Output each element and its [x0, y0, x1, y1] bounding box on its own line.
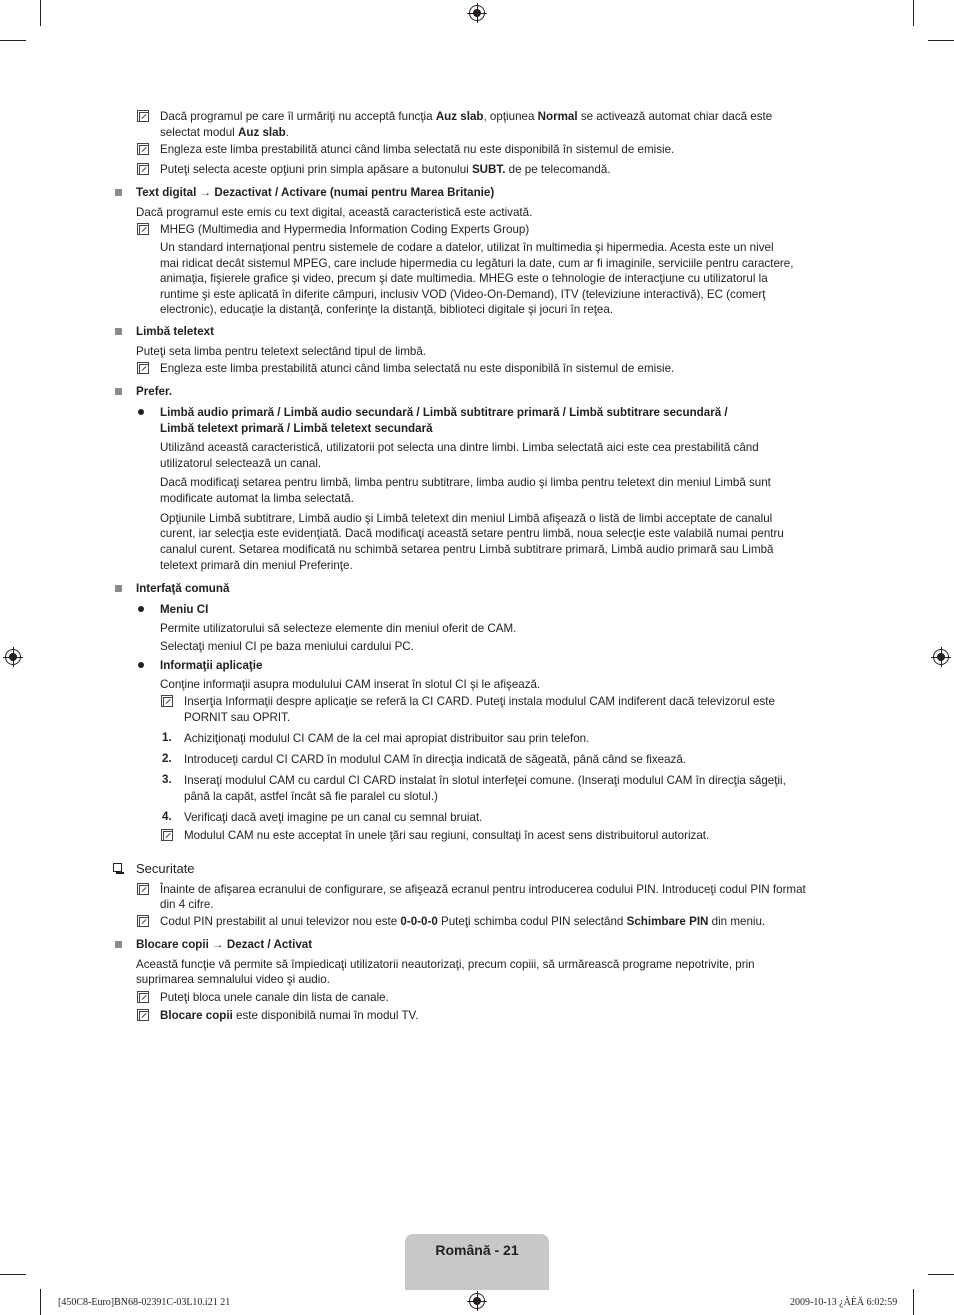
crop-mark — [913, 1289, 914, 1315]
square-bullet-icon — [115, 941, 122, 948]
note-text-line: Dacă programul pe care îl urmăriţi nu acceptă funcţia Auz slab, opţiunea Normal se activează automat chiar dacă este — [160, 110, 773, 123]
body-text: Dacă modificaţi setarea pentru limbă, limba pentru subtitrare, limba audio şi limba pentru teletext din meniul Limbă sunt — [160, 476, 771, 489]
tool-icon — [137, 163, 149, 175]
note-icon — [137, 915, 149, 927]
note-text-line: Inserţia Informaţii despre aplicaţie se referă la CI CARD. Puteţi instala modulul CAM indiferent dacă televizorul este — [184, 695, 775, 708]
note-icon — [137, 223, 149, 235]
body-text: canalul curent. Setarea modificată nu schimbă setarea pentru Limbă subtitrare primară, Limbă audio primară sau Limbă — [160, 543, 774, 556]
step-text: Inseraţi modulul CAM cu cardul CI CARD instalat în slotul interfeţei comune. (Inseraţi modulul CAM în direcţia săgeţii, — [184, 774, 786, 787]
body-text: suprimarea semnalului video şi audio. — [136, 973, 330, 986]
step-number: 3. — [162, 773, 172, 786]
step-number: 2. — [162, 752, 172, 765]
print-info-left: [450C8-Euro]BN68-02391C-03L10.i21 21 — [58, 1297, 231, 1308]
body-text: utilizatorul selectează un canal. — [160, 457, 322, 470]
registration-mark-icon — [933, 649, 949, 665]
note-icon — [137, 991, 149, 1003]
note-icon — [137, 110, 149, 122]
note-text-line: Engleza este limba prestabilită atunci când limba selectată nu este disponibilă în sistemul de emisie. — [160, 143, 675, 156]
body-text: Selectaţi meniul CI pe baza meniului cardului PC. — [160, 640, 414, 653]
note-text-line: Un standard internaţional pentru sistemele de codare a datelor, utilizat în multimedia şi hipermedia. Acesta este un nivel — [160, 241, 774, 254]
step-number: 1. — [162, 731, 172, 744]
crop-mark — [913, 0, 914, 26]
note-text-line: Puteţi selecta aceste opţiuni prin simpla apăsare a butonului SUBT. de pe telecomandă. — [160, 163, 611, 176]
note-icon — [137, 143, 149, 155]
body-text: Permite utilizatorului să selecteze elemente din meniul oferit de CAM. — [160, 622, 517, 635]
note-text-line: MHEG (Multimedia and Hypermedia Information Coding Experts Group) — [160, 223, 530, 236]
square-bullet-icon — [115, 328, 122, 335]
registration-mark-icon — [5, 649, 21, 665]
body-text: Puteţi seta limba pentru teletext selectând tipul de limbă. — [136, 345, 427, 358]
square-bullet-icon — [115, 585, 122, 592]
section-heading: Blocare copii → Dezact / Activat — [136, 938, 313, 951]
step-text: până la capăt, astfel încât să fie paralel cu slotul.) — [184, 790, 438, 803]
note-text-line: runtime şi este aplicată în diferite câmpuri, inclusiv VOD (Video-On-Demand), ITV (televiziune interactivă), EC (comerţ — [160, 288, 766, 301]
note-text-line: electronic), educaţie la distanţă, conferinţe la distanţă, biblioteci digitale şi jocuri în reţea. — [160, 303, 614, 316]
note-text-line: Înainte de afişarea ecranului de configurare, se afişează ecranul pentru introducerea codului PIN. Introduceţi codul PIN format — [160, 883, 806, 896]
step-number: 4. — [162, 810, 172, 823]
step-text: Introduceţi cardul CI CARD în modulul CAM în direcţia indicată de săgeată, până când se fixează. — [184, 753, 687, 766]
note-text-line: Modulul CAM nu este acceptat în unele ţări sau regiuni, consultaţi în acest sens distribuitorul autorizat. — [184, 829, 710, 842]
print-info-right: 2009-10-13 ¿ÀÈÄ 6:02:59 — [790, 1297, 898, 1308]
note-text-line: Codul PIN prestabilit al unui televizor nou este 0-0-0-0 Puteţi schimba codul PIN selectând Schimbare PIN din meniu. — [160, 915, 766, 928]
bullet-title: Informaţii aplicaţie — [160, 659, 263, 672]
crop-mark — [0, 1274, 26, 1275]
round-bullet-icon — [138, 606, 144, 612]
bullet-title: Limbă audio primară / Limbă audio secundară / Limbă subtitrare primară / Limbă subtitrare secundară / — [160, 406, 728, 419]
body-text: Conţine informaţii asupra modulului CAM inserat în slotul CI şi le afişează. — [160, 678, 541, 691]
body-text: teletext primară din meniul Preferinţe. — [160, 559, 353, 572]
section-title: Securitate — [136, 861, 195, 876]
registration-mark-icon — [469, 1293, 485, 1309]
body-text: Utilizând această caracteristică, utilizatorii pot selecta una dintre limbi. Limba selectată aici este cea prestabilită când — [160, 441, 759, 454]
body-text: modificate automat la limba selectată. — [160, 492, 354, 505]
body-text: Această funcţie vă permite să împiedicaţi utilizatorii neautorizaţi, precum copiii, să urmărească programe nepotrivite, prin — [136, 958, 755, 971]
round-bullet-icon — [138, 662, 144, 668]
section-heading: Limbă teletext — [136, 325, 214, 338]
section-checkbox-icon — [113, 863, 122, 872]
note-icon — [137, 1009, 149, 1021]
registration-mark-icon — [469, 5, 485, 21]
page-number: Română - 21 — [435, 1242, 519, 1258]
body-text: Opţiunile Limbă subtitrare, Limbă audio şi Limbă teletext din meniul Limbă afişează o listă de limbi acceptate de canalul — [160, 512, 773, 525]
section-heading: Interfaţă comună — [136, 582, 230, 595]
note-icon — [161, 695, 173, 707]
crop-mark — [928, 40, 954, 41]
note-icon — [137, 362, 149, 374]
note-text-line: animaţia, fişierele grafice şi video, precum şi date multimedia. MHEG este o tehnologie de interacţiune cu utilizatorul la — [160, 272, 768, 285]
bullet-title: Limbă teletext primară / Limbă teletext secundară — [160, 422, 433, 435]
bullet-title: Meniu CI — [160, 603, 209, 616]
note-icon — [161, 829, 173, 841]
step-text: Verificaţi dacă aveţi imagine pe un canal cu semnal bruiat. — [184, 811, 483, 824]
section-heading: Text digital → Dezactivat / Activare (numai pentru Marea Britanie) — [136, 186, 495, 199]
note-text-line: mai ridicat decât sistemul MPEG, care include hipermedia cu legături la date, cum ar fi imaginile, serviciile pentru caractere, — [160, 257, 794, 270]
note-text-line: selectat modul Auz slab. — [160, 126, 289, 139]
note-text-line: din 4 cifre. — [160, 898, 214, 911]
square-bullet-icon — [115, 189, 122, 196]
crop-mark — [0, 40, 26, 41]
step-text: Achiziţionaţi modulul CI CAM de la cel mai apropiat distribuitor sau prin telefon. — [184, 732, 590, 745]
note-text-line: Blocare copii este disponibilă numai în modul TV. — [160, 1009, 419, 1022]
page-number-tab — [405, 1234, 549, 1290]
note-text-line: PORNIT sau OPRIT. — [184, 711, 291, 724]
body-text: Dacă programul este emis cu text digital, această caracteristică este activată. — [136, 206, 533, 219]
crop-mark — [40, 0, 41, 26]
section-heading: Prefer. — [136, 385, 173, 398]
crop-mark — [928, 1274, 954, 1275]
note-text-line: Engleza este limba prestabilită atunci când limba selectată nu este disponibilă în sistemul de emisie. — [160, 362, 675, 375]
round-bullet-icon — [138, 409, 144, 415]
note-text-line: Puteţi bloca unele canale din lista de canale. — [160, 991, 389, 1004]
body-text: curent, iar selecţia este evidenţiată. Dacă modificaţi această setare pentru limbă, noua selecţie este valabilă numai pentru — [160, 527, 784, 540]
crop-mark — [40, 1289, 41, 1315]
square-bullet-icon — [115, 388, 122, 395]
note-icon — [137, 883, 149, 895]
